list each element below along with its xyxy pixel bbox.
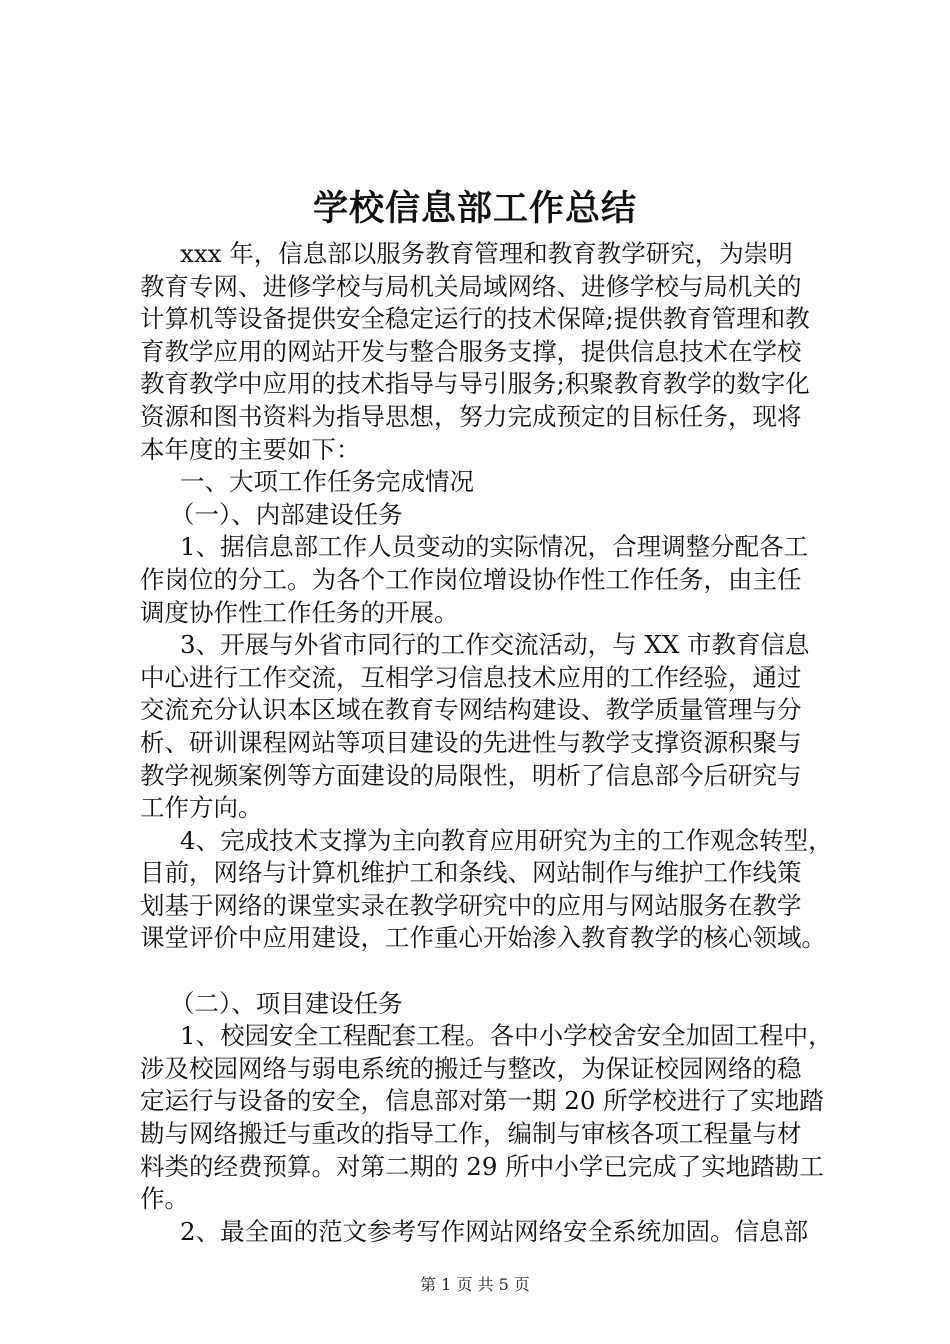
paragraph-line: 1、据信息部工作人员变动的实际情况，合理调整分配各工 <box>180 532 809 562</box>
document-body <box>140 238 840 1248</box>
paragraph-line: 2、最全面的范文参考写作网站网络安全系统加固。信息部 <box>180 1216 809 1246</box>
paragraph-line: 目前，网络与计算机维护工和条线、网站制作与维护工作线策 <box>140 858 802 888</box>
subsection-heading: （一）、内部建设任务 <box>170 499 403 529</box>
paragraph-line: 勘与网络搬迁与重改的指导工作，编制与审核各项工程量与材 <box>140 1119 802 1149</box>
paragraph-line: 料类的经费预算。对第二期的 29 所中小学已完成了实地踏勘工 <box>140 1151 824 1181</box>
paragraph-line: 计算机等设备提供安全稳定运行的技术保障;提供教育管理和教 <box>140 304 810 334</box>
paragraph-line: xxx 年，信息部以服务教育管理和教育教学研究，为崇明 <box>180 239 793 268</box>
paragraph-line: 交流充分认识本区域在教育专网结构建设、教学质量管理与分 <box>140 695 802 725</box>
paragraph-line: 1、校园安全工程配套工程。各中小学校舍安全加固工程中， <box>180 1021 833 1051</box>
paragraph-line: 定运行与设备的安全，信息部对第一期 20 所学校进行了实地踏 <box>140 1086 824 1116</box>
paragraph-line: 4、完成技术支撑为主向教育应用研究为主的工作观念转型， <box>180 825 833 855</box>
paragraph-line: 3、开展与外省市同行的工作交流活动，与 XX 市教育信息 <box>180 630 810 660</box>
paragraph-line: 划基于网络的课堂实录在教学研究中的应用与网站服务在教学 <box>140 890 802 920</box>
paragraph-line: 作。 <box>140 1184 189 1214</box>
paragraph-line: 工作方向。 <box>140 793 263 823</box>
section-heading: 一、大项工作任务完成情况 <box>180 467 474 497</box>
paragraph-line: 教学视频案例等方面建设的局限性，明析了信息部今后研究与 <box>140 760 802 790</box>
paragraph-line: 育教学应用的网站开发与整合服务支撑，提供信息技术在学校 <box>140 336 802 366</box>
paragraph-line: 中心进行工作交流，互相学习信息技术应用的工作经验，通过 <box>140 662 802 692</box>
subsection-heading: （二）、项目建设任务 <box>170 988 403 1018</box>
paragraph-line: 教育专网、进修学校与局机关局域网络、进修学校与局机关的 <box>140 271 802 301</box>
paragraph-line: 析、研训课程网站等项目建设的先进性与教学支撑资源积聚与 <box>140 727 802 757</box>
paragraph-spacer <box>140 955 840 988</box>
paragraph-line: 作岗位的分工。为各个工作岗位增设协作性工作任务，由主任 <box>140 564 802 594</box>
paragraph-line: 资源和图书资料为指导思想，努力完成预定的目标任务，现将 <box>140 401 802 431</box>
paragraph-line: 教育教学中应用的技术指导与导引服务;积聚教育教学的数字化 <box>140 369 810 399</box>
paragraph-line: 调度协作性工作任务的开展。 <box>140 597 459 627</box>
page-footer: 第 1 页 共 5 页 <box>420 1275 530 1294</box>
document-title: 学校信息部工作总结 <box>312 188 637 229</box>
paragraph-line: 涉及校园网络与弱电系统的搬迁与整改，为保证校园网络的稳 <box>140 1053 802 1083</box>
paragraph-line: 本年度的主要如下： <box>140 434 361 464</box>
paragraph-line: 课堂评价中应用建设，工作重心开始渗入教育教学的核心领域。 <box>140 923 826 953</box>
